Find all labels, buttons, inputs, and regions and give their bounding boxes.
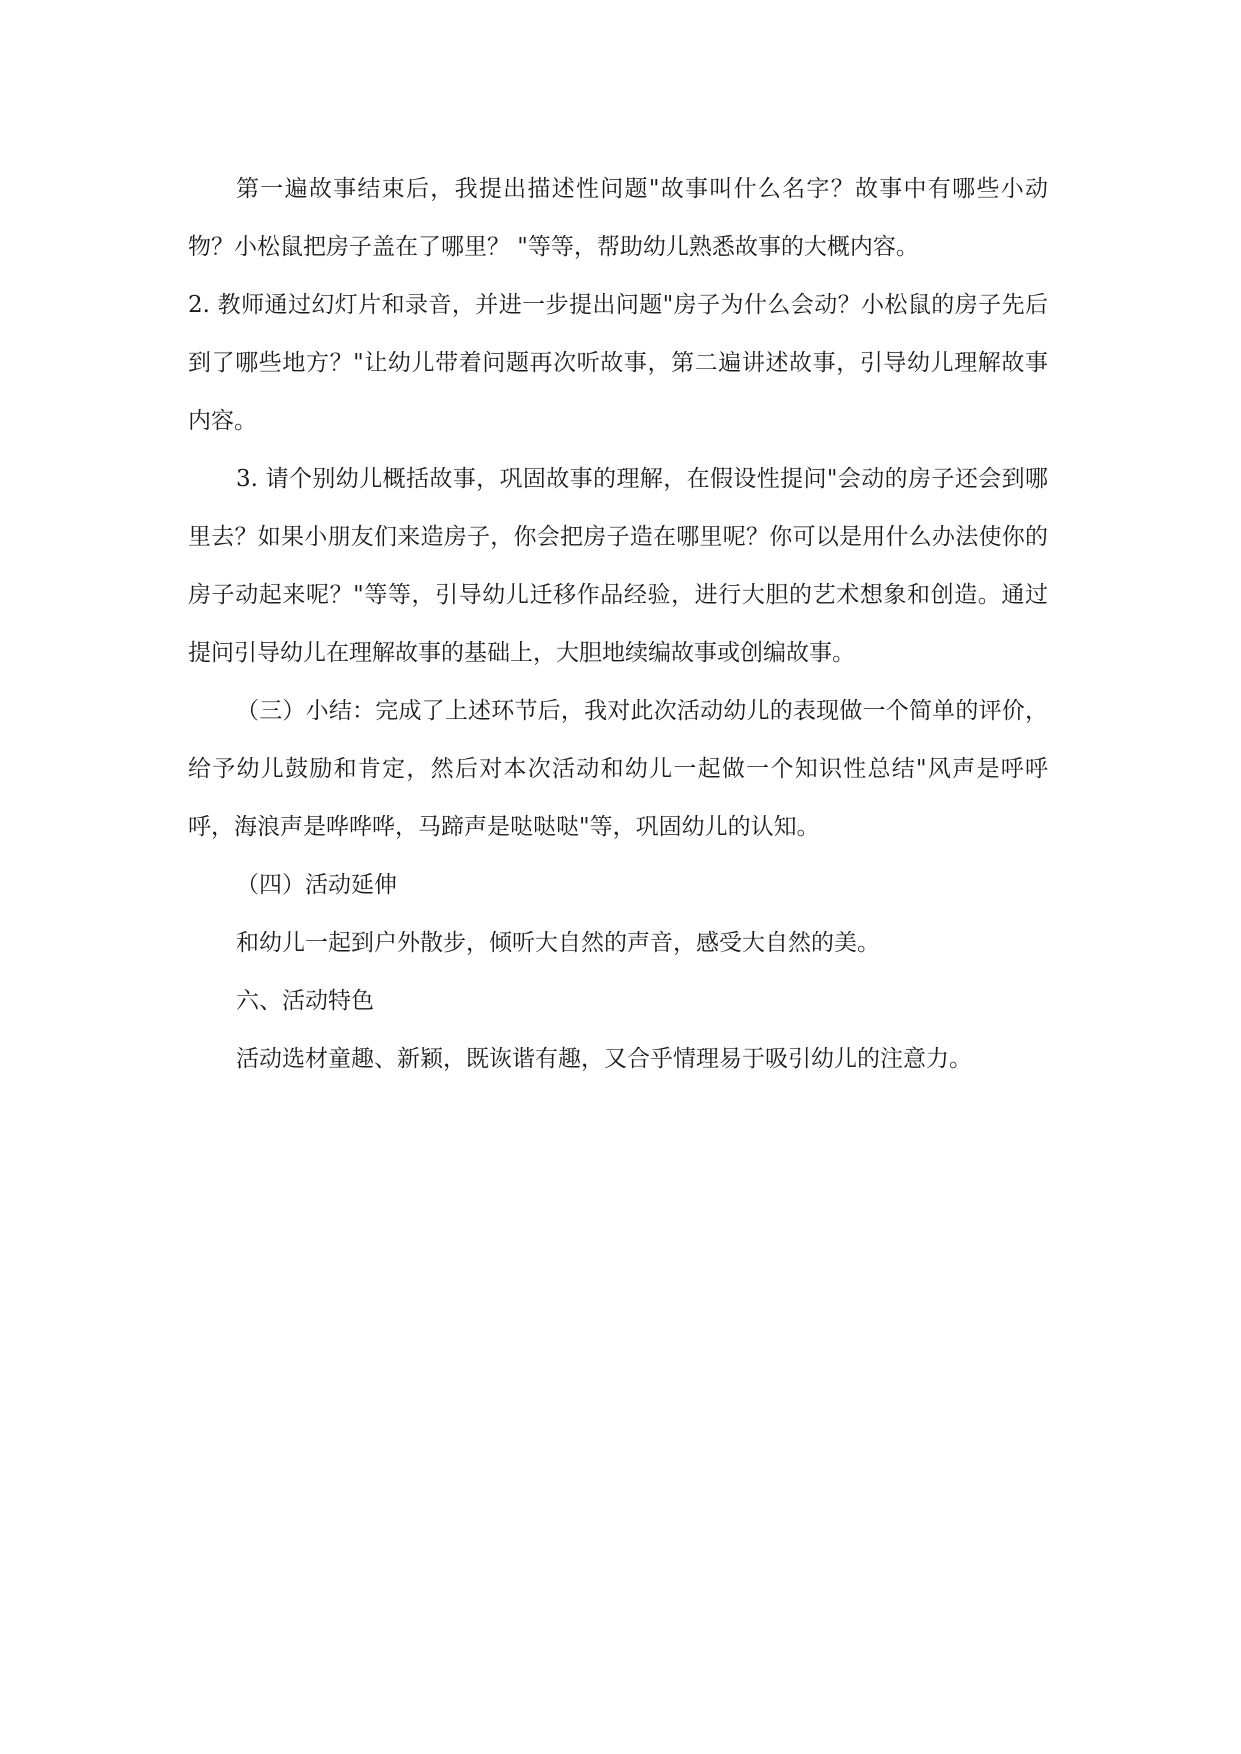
paragraph-extension: 和幼儿一起到户外散步，倾听大自然的声音，感受大自然的美。 [236,930,880,956]
paragraph-step-3: 3. 请个别幼儿概括故事，巩固故事的理解，在假设性提问"会动的房子还会到哪里去？如果小朋友们来造房子，你会把房子造在哪里呢？你可以是用什么办法使你的房子动起来呢？"等等，引导幼儿迁移作品经验，进行大胆的艺术想象和创造。通过提问引导幼儿在理解故事的基础上，大胆地续编故事或创编故事。 [188,466,1048,666]
heading-activity-extension: （四）活动延伸 [236,872,397,898]
paragraph-features: 活动选材童趣、新颖，既诙谐有趣，又合乎情理易于吸引幼儿的注意力。 [236,1046,972,1072]
document-body [188,160,1048,1088]
heading-activity-features: 六、活动特色 [236,988,374,1014]
paragraph-step-2: 2. 教师通过幻灯片和录音，并进一步提出问题"房子为什么会动？小松鼠的房子先后到了哪些地方？"让幼儿带着问题再次听故事，第二遍讲述故事，引导幼儿理解故事内容。 [188,292,1048,434]
paragraph-first-reading: 第一遍故事结束后，我提出描述性问题"故事叫什么名字？故事中有哪些小动物？小松鼠把房子盖在了哪里？ "等等，帮助幼儿熟悉故事的大概内容。 [188,176,1048,260]
paragraph-summary: （三）小结：完成了上述环节后，我对此次活动幼儿的表现做一个简单的评价，给予幼儿鼓励和肯定，然后对本次活动和幼儿一起做一个知识性总结"风声是呼呼呼，海浪声是哗哗哗，马蹄声是哒哒哒"等，巩固幼儿的认知。 [188,698,1048,840]
